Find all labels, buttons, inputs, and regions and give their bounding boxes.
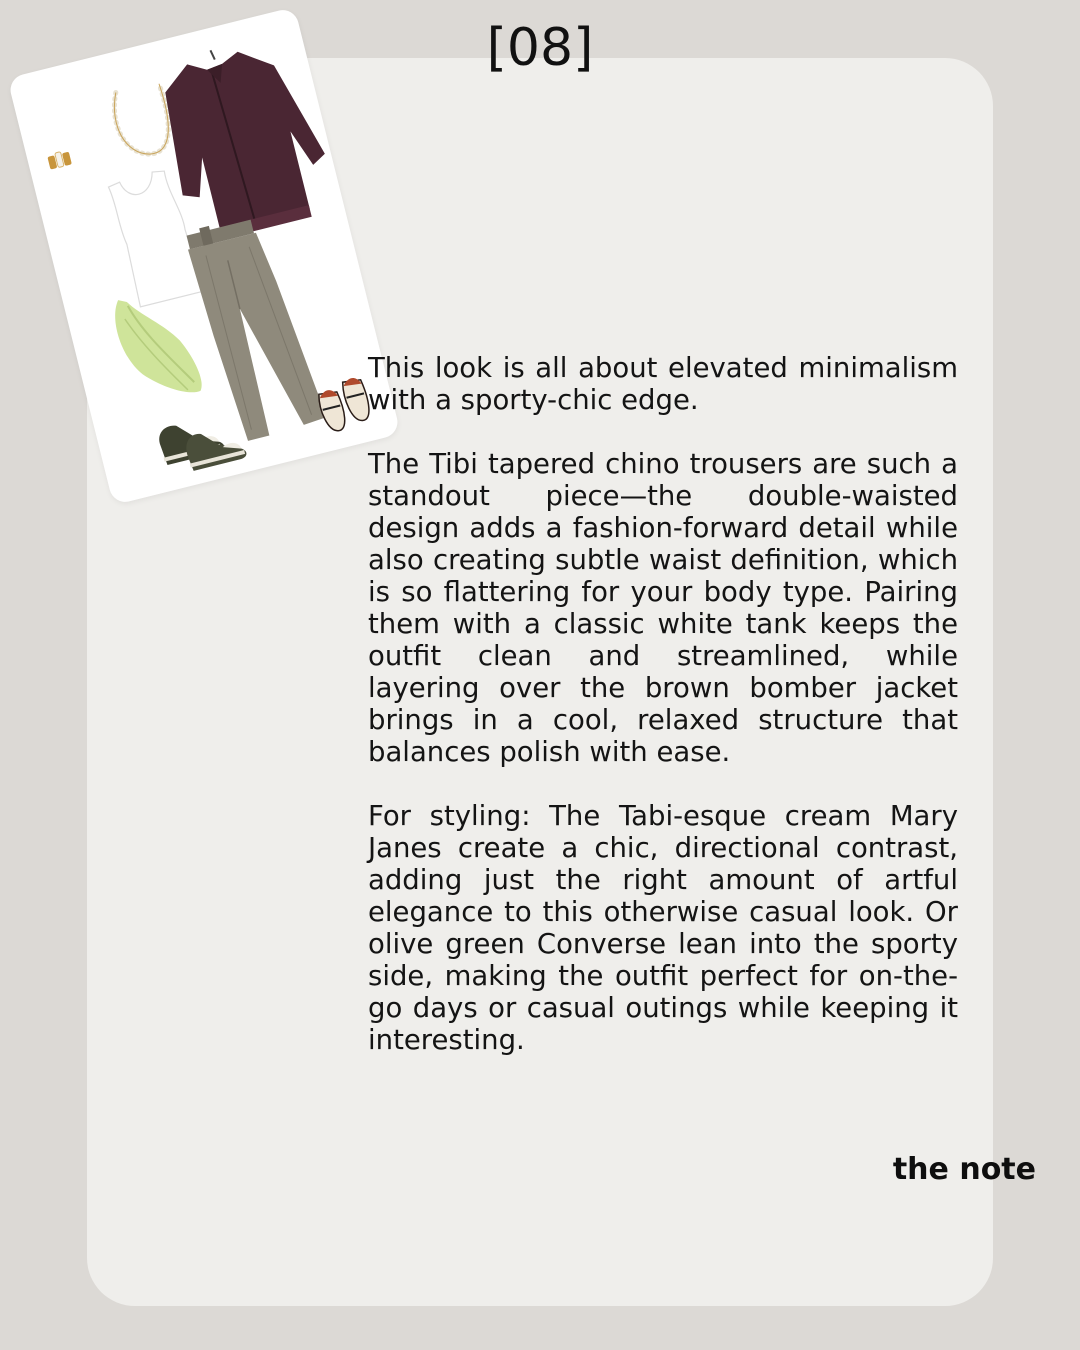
olive-converse-icon — [156, 410, 247, 478]
chino-trousers-icon — [184, 209, 328, 443]
signature: the note — [892, 1152, 1036, 1187]
green-scarf-icon — [110, 285, 204, 407]
mary-jane-shoes-icon — [316, 376, 374, 434]
page-number: [08] — [486, 18, 594, 78]
paragraph-trousers: The Tibi tapered chino trousers are such a standout piece—the double-waisted design adds a fashion-forward detail while also creating subtle waist definition, which is so flattering for your body type. Pairing them with a classic white tank keeps the outfit clean and streamlined, while layering over the brown bomber jacket brings in a cool, relaxed structure that balances polish with ease. — [368, 448, 958, 768]
ring-icon — [47, 150, 72, 170]
paragraph-styling: For styling: The Tabi-esque cream Mary Janes create a chic, directional contrast, adding just the right amount of artful elegance to this otherwise casual look. Or olive green Converse lean into the sporty side, making the outfit perfect for on-the-go days or casual outings while keeping it interesting. — [368, 800, 958, 1056]
description-text — [368, 352, 958, 1056]
paragraph-intro: This look is all about elevated minimalism with a sporty-chic edge. — [368, 352, 958, 416]
